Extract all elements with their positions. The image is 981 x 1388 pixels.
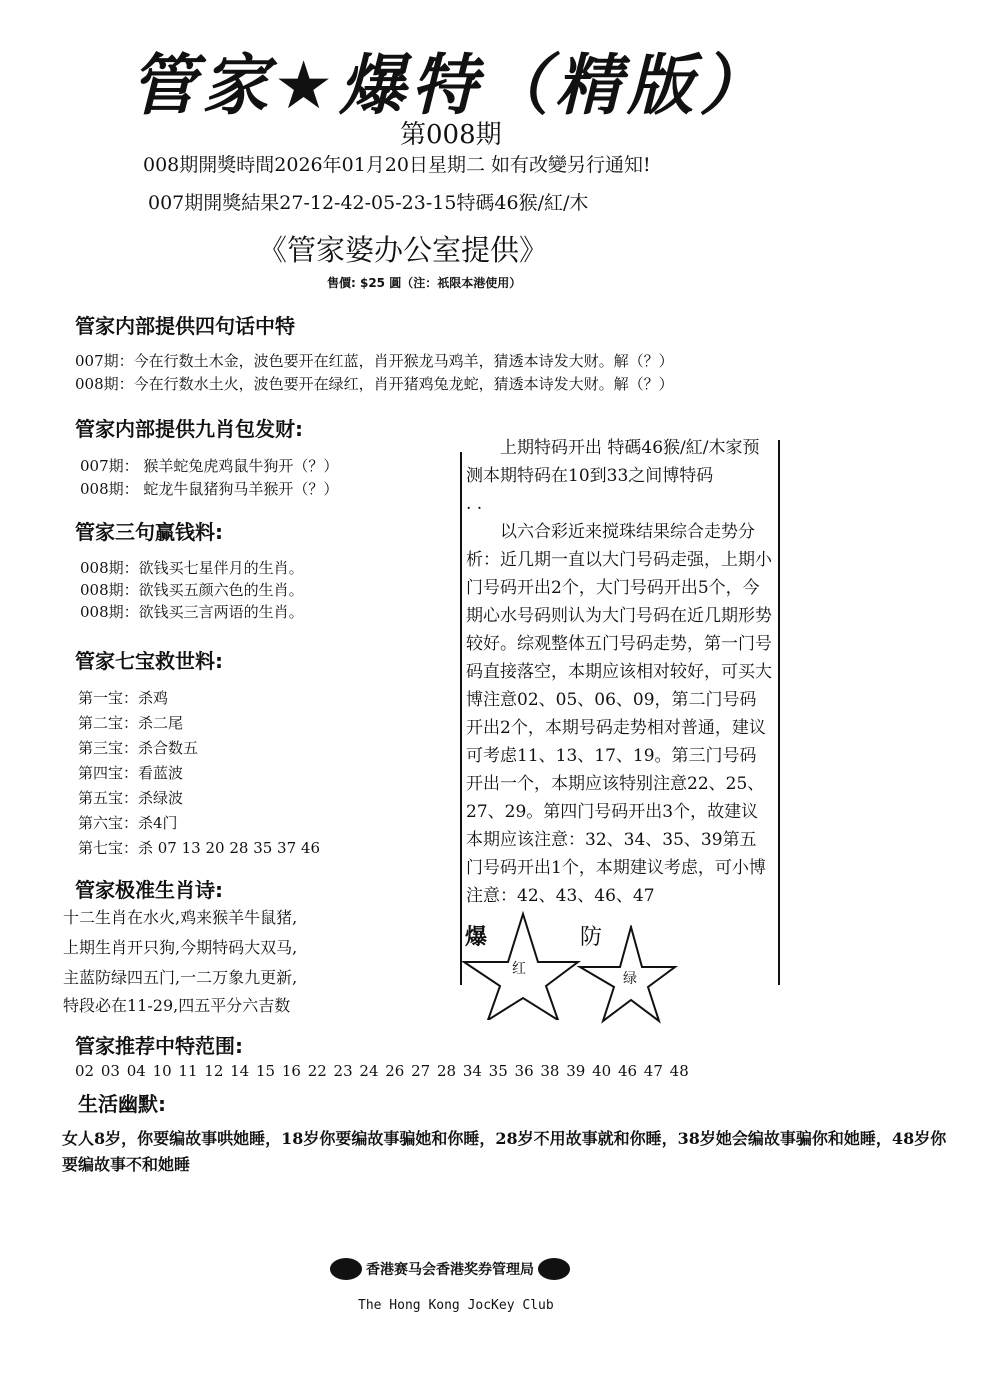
- analysis-paragraph: . .: [466, 494, 483, 514]
- list-item: 第二宝：杀二尾: [78, 714, 184, 732]
- section-heading: 管家内部提供四句话中特: [75, 314, 295, 338]
- jockey-club-logo-icon: [538, 1258, 570, 1280]
- number-range: 02 03 04 10 11 12 14 15 16 22 23 24 26 27 28 34 35 36 38 39 40 46 47 48: [75, 1062, 689, 1080]
- list-item: 008期：欲钱买五颜六色的生肖。: [80, 581, 304, 599]
- analysis-paragraph: 上期特码开出 特碼46猴/紅/木家预测本期特码在10到33之间博特码: [466, 438, 760, 486]
- star-label: 防: [580, 925, 603, 950]
- list-item: 第五宝：杀绿波: [78, 789, 184, 807]
- star-label: 爆: [465, 924, 488, 950]
- list-item: 第六宝：杀4门: [78, 814, 178, 832]
- section-heading: 生活幽默:: [78, 1092, 166, 1116]
- list-item: 007期：今在行数土木金，波色要开在红蓝，肖开猴龙马鸡羊，猜透本诗发大财。解（？）: [75, 352, 674, 370]
- page-title: 管家★爆特（精版）: [130, 47, 772, 124]
- poem-line: 十二生肖在水火,鸡来猴羊牛鼠猪,: [63, 908, 298, 927]
- list-item: 第一宝：杀鸡: [78, 689, 169, 707]
- last-result: 007期開獎結果27-12-42-05-23-15特碼46猴/紅/木: [148, 192, 589, 214]
- analysis-paragraph: 以六合彩近来搅珠结果综合走势分析：近几期一直以大门号码走强，上期小门号码开出2个，大门号码开出5个，今期心水号码则认为大门号码在近几期形势较好。综观整体五门号码走势，第一门号码直接落空，本期应该相对较好，可买大博注意02、05、06、09，第二门号码开出2个，本期号码走势相对普通，建议可考虑11、13、17、19。第三门号码开出一个，本期应该特别注意22、25、27、29。第四门号码开出3个，故建议本期应该注意：32、34、35、39第五门号码开出1个，本期建议考虑，可小博注意：42、43、46、47: [466, 522, 772, 906]
- draw-time: 008期開獎時間2026年01月20日星期二 如有改變另行通知!: [143, 154, 651, 176]
- poem-line: 特段必在11-29,四五平分六吉数: [63, 996, 291, 1015]
- analysis-box: [460, 440, 780, 985]
- divider: [460, 452, 462, 985]
- star-text: 绿: [623, 971, 637, 987]
- provider: 《管家婆办公室提供》: [258, 233, 549, 267]
- jockey-club-logo-icon: [330, 1258, 362, 1280]
- footer-org: [330, 1258, 570, 1280]
- section-heading: 管家推荐中特范围:: [75, 1034, 243, 1058]
- price: 售價: $25 圓（注：祇限本港使用）: [327, 276, 522, 290]
- section-heading: 管家三句赢钱料:: [75, 520, 223, 544]
- poem-line: 主蓝防绿四五门,一二万象九更新,: [63, 968, 298, 987]
- footer-club: The Hong Kong JocKey Club: [358, 1298, 554, 1313]
- star-text: 红: [512, 961, 526, 977]
- list-item: 第三宝：杀合数五: [78, 739, 199, 757]
- section-heading: 管家内部提供九肖包发财:: [75, 417, 303, 441]
- poem-line: 上期生肖开只狗,今期特码大双马,: [63, 938, 298, 957]
- joke-text: 女人8岁，你要编故事哄她睡，18岁你要编故事骗她和你睡，28岁不用故事就和你睡，38岁她会编故事骗你和她睡，48岁你要编故事不和她睡: [62, 1129, 947, 1174]
- list-item: 008期：今在行数水土火，波色要开在绿红，肖开猪鸡兔龙蛇，猜透本诗发大财。解（？）: [75, 375, 674, 393]
- list-item: 第七宝：杀 07 13 20 28 35 37 46: [78, 839, 320, 857]
- list-item: 008期： 蛇龙牛鼠猪狗马羊猴开（？）: [80, 480, 339, 498]
- list-item: 008期：欲钱买七星伴月的生肖。: [80, 559, 304, 577]
- section-heading: 管家极准生肖诗:: [75, 878, 223, 902]
- section-heading: 管家七宝救世料:: [75, 649, 223, 673]
- issue-number: 第008期: [400, 120, 502, 150]
- divider: [778, 440, 780, 985]
- footer-org-text: 香港赛马会香港奖券管理局: [366, 1262, 534, 1278]
- list-item: 第四宝：看蓝波: [78, 764, 184, 782]
- list-item: 007期： 猴羊蛇兔虎鸡鼠牛狗开（？）: [80, 457, 339, 475]
- list-item: 008期：欲钱买三言两语的生肖。: [80, 603, 304, 621]
